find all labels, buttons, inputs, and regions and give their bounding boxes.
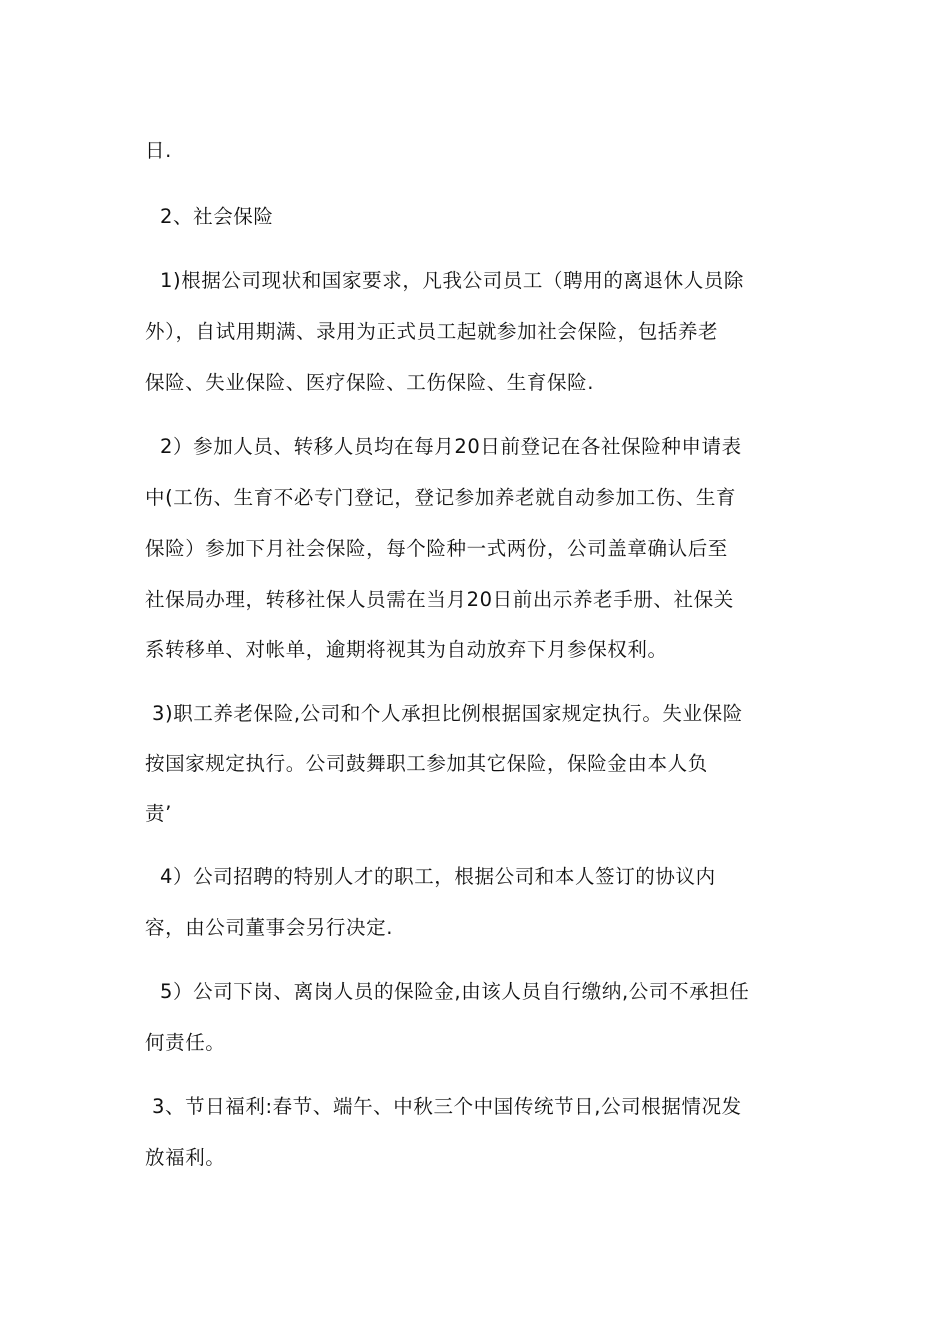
section-heading: 3、节日福利:春节、端午、中秋三个中国传统节日,公司根据情况发 [152,1095,742,1118]
text-line: 保险、失业保险、医疗保险、工伤保险、生育保险. [145,371,594,394]
text-line: 社保局办理，转移社保人员需在当月20日前出示养老手册、社保关 [145,588,734,611]
text-line: 保险）参加下月社会保险，每个险种一式两份，公司盖章确认后至 [145,537,728,560]
text-line: 容，由公司董事会另行决定. [145,916,393,939]
text-line: 4）公司招聘的特别人才的职工，根据公司和本人签订的协议内 [160,865,716,888]
text-line: 责’ [145,802,172,825]
text-line: 系转移单、对帐单，逾期将视其为自动放弃下月参保权利。 [145,638,668,661]
text-line: 5）公司下岗、离岗人员的保险金,由该人员自行缴纳,公司不承担任 [160,980,750,1003]
section-heading: 2、社会保险 [160,205,274,228]
text-line: 1)根据公司现状和国家要求，凡我公司员工（聘用的离退休人员除 [160,269,745,292]
text-line: 2）参加人员、转移人员均在每月20日前登记在各社保险种申请表 [160,435,742,458]
text-line: 日. [145,139,172,162]
text-line: 何责任。 [145,1031,226,1054]
text-line: 外），自试用期满、录用为正式员工起就参加社会保险，包括养老 [145,320,719,343]
text-line: 按国家规定执行。公司鼓舞职工参加其它保险，保险金由本人负 [145,752,708,775]
text-line: 3)职工养老保险,公司和个人承担比例根据国家规定执行。失业保险 [152,702,743,725]
text-line: 放福利。 [145,1146,226,1169]
text-line: 中(工伤、生育不必专门登记，登记参加养老就自动参加工伤、生育 [145,486,737,509]
